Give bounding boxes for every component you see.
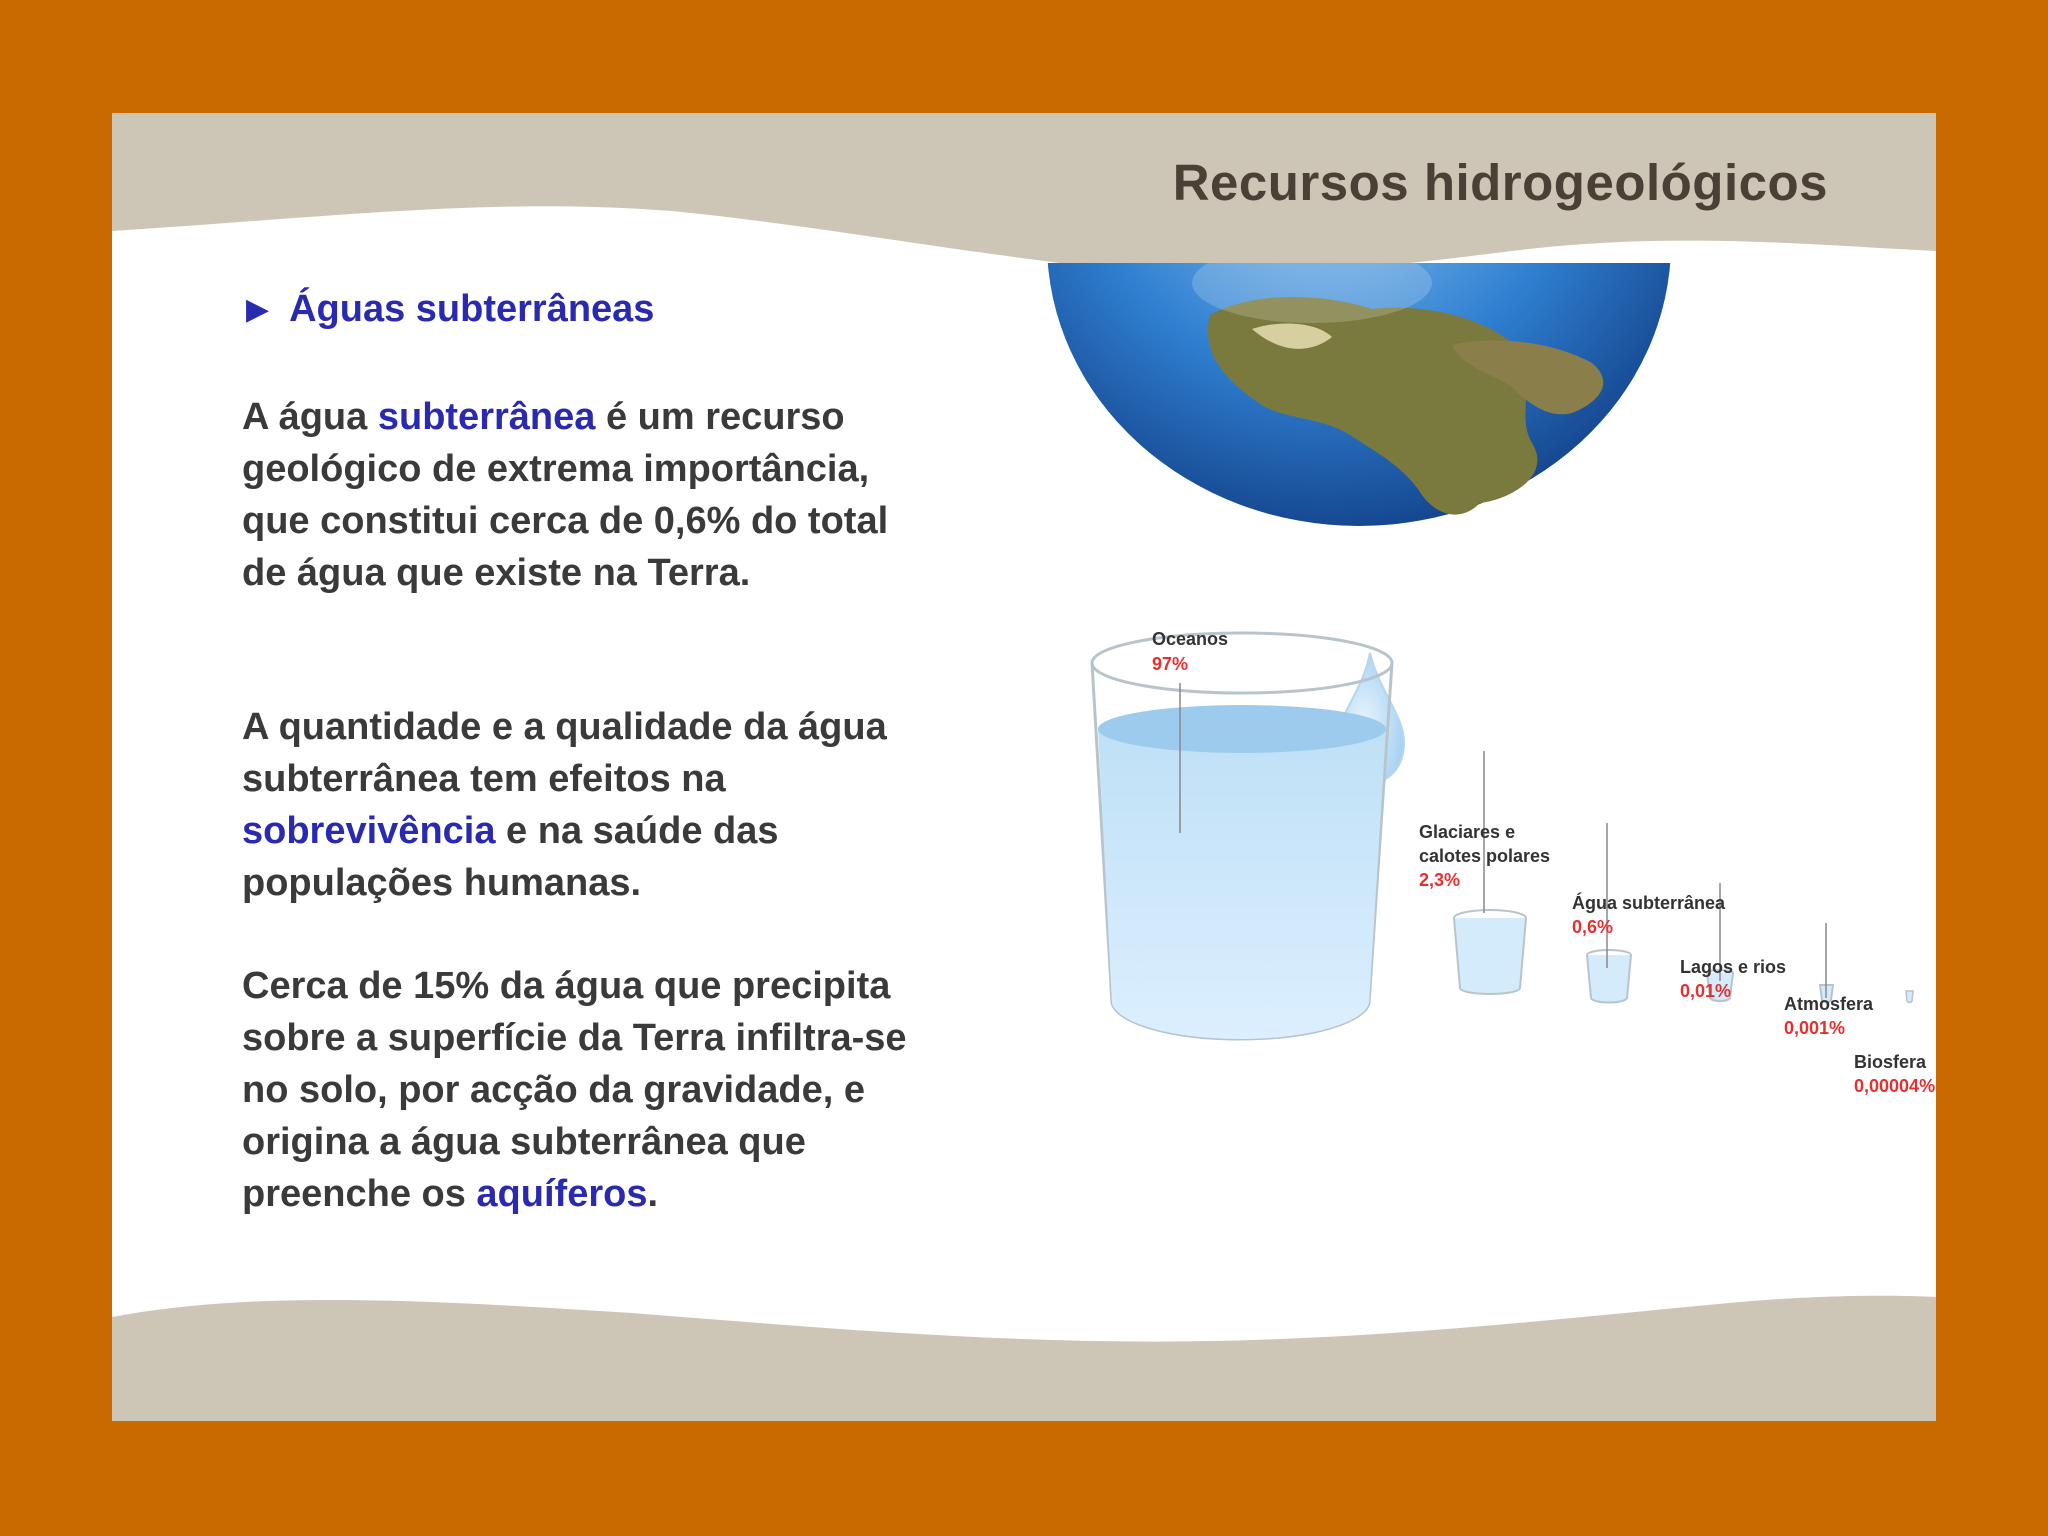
paragraph-3-text-start: Cerca de 15% da água que precipita sobre a superfície da Terra infiltra-se no solo, por acção da gravidade, e origina a água subterrânea que preenche os xyxy=(242,965,907,1215)
paragraph-3-text-end: . xyxy=(647,1173,659,1215)
groundwater-percent: 0,6% xyxy=(1572,917,1614,937)
paragraph-2-keyword: sobrevivência xyxy=(242,810,496,852)
section-heading xyxy=(246,288,654,331)
lakes-label: Lagos e rios xyxy=(1680,957,1787,977)
biosphere-label: Biosfera xyxy=(1854,1052,1927,1072)
glaciers-percent: 2,3% xyxy=(1419,870,1461,890)
paragraph-1-text-end: é um recurso geológico de extrema importância, que constitui cerca de 0,6% do total de água que existe na Terra. xyxy=(242,396,889,594)
paragraph-2-text-end: e na saúde das populações humanas. xyxy=(242,810,779,904)
groundwater-label: Água subterrânea xyxy=(1572,893,1726,913)
glaciers-label-line2: calotes polares xyxy=(1419,846,1551,866)
atmosphere-percent: 0,001% xyxy=(1784,1018,1846,1038)
glaciers-glass xyxy=(1454,910,1526,994)
paragraph-3-keyword: aquíferos xyxy=(476,1173,648,1215)
oceans-glass xyxy=(1092,633,1392,1039)
oceans-percent: 97% xyxy=(1152,654,1189,674)
bottom-wave-band xyxy=(112,1281,1936,1421)
oceans-label: Oceanos xyxy=(1152,629,1229,649)
biosphere-percent: 0,00004% xyxy=(1854,1076,1936,1096)
atmosphere-label: Atmosfera xyxy=(1784,994,1874,1014)
paragraph-3 xyxy=(242,960,942,1220)
glaciers-label-line1: Glaciares e xyxy=(1419,822,1516,842)
paragraph-1-keyword: subterrânea xyxy=(377,396,596,438)
triangle-bullet-icon: ▶ xyxy=(246,293,270,326)
slide xyxy=(112,113,1936,1421)
earth-globe-icon xyxy=(1047,263,1671,526)
biosphere-glass xyxy=(1906,991,1913,1003)
groundwater-glass xyxy=(1587,950,1631,1003)
slide-title: Recursos hidrogeológicos xyxy=(1172,154,1828,211)
lakes-percent: 0,01% xyxy=(1680,981,1732,1001)
water-distribution-figure xyxy=(952,263,1936,1183)
paragraph-2 xyxy=(242,701,942,909)
paragraph-2-text-start: A quantidade e a qualidade da água subterrânea tem efeitos na xyxy=(242,706,887,800)
paragraph-1 xyxy=(242,391,942,599)
paragraph-1-text-start: A água xyxy=(242,396,378,438)
section-heading-text: Águas subterrâneas xyxy=(289,288,655,330)
